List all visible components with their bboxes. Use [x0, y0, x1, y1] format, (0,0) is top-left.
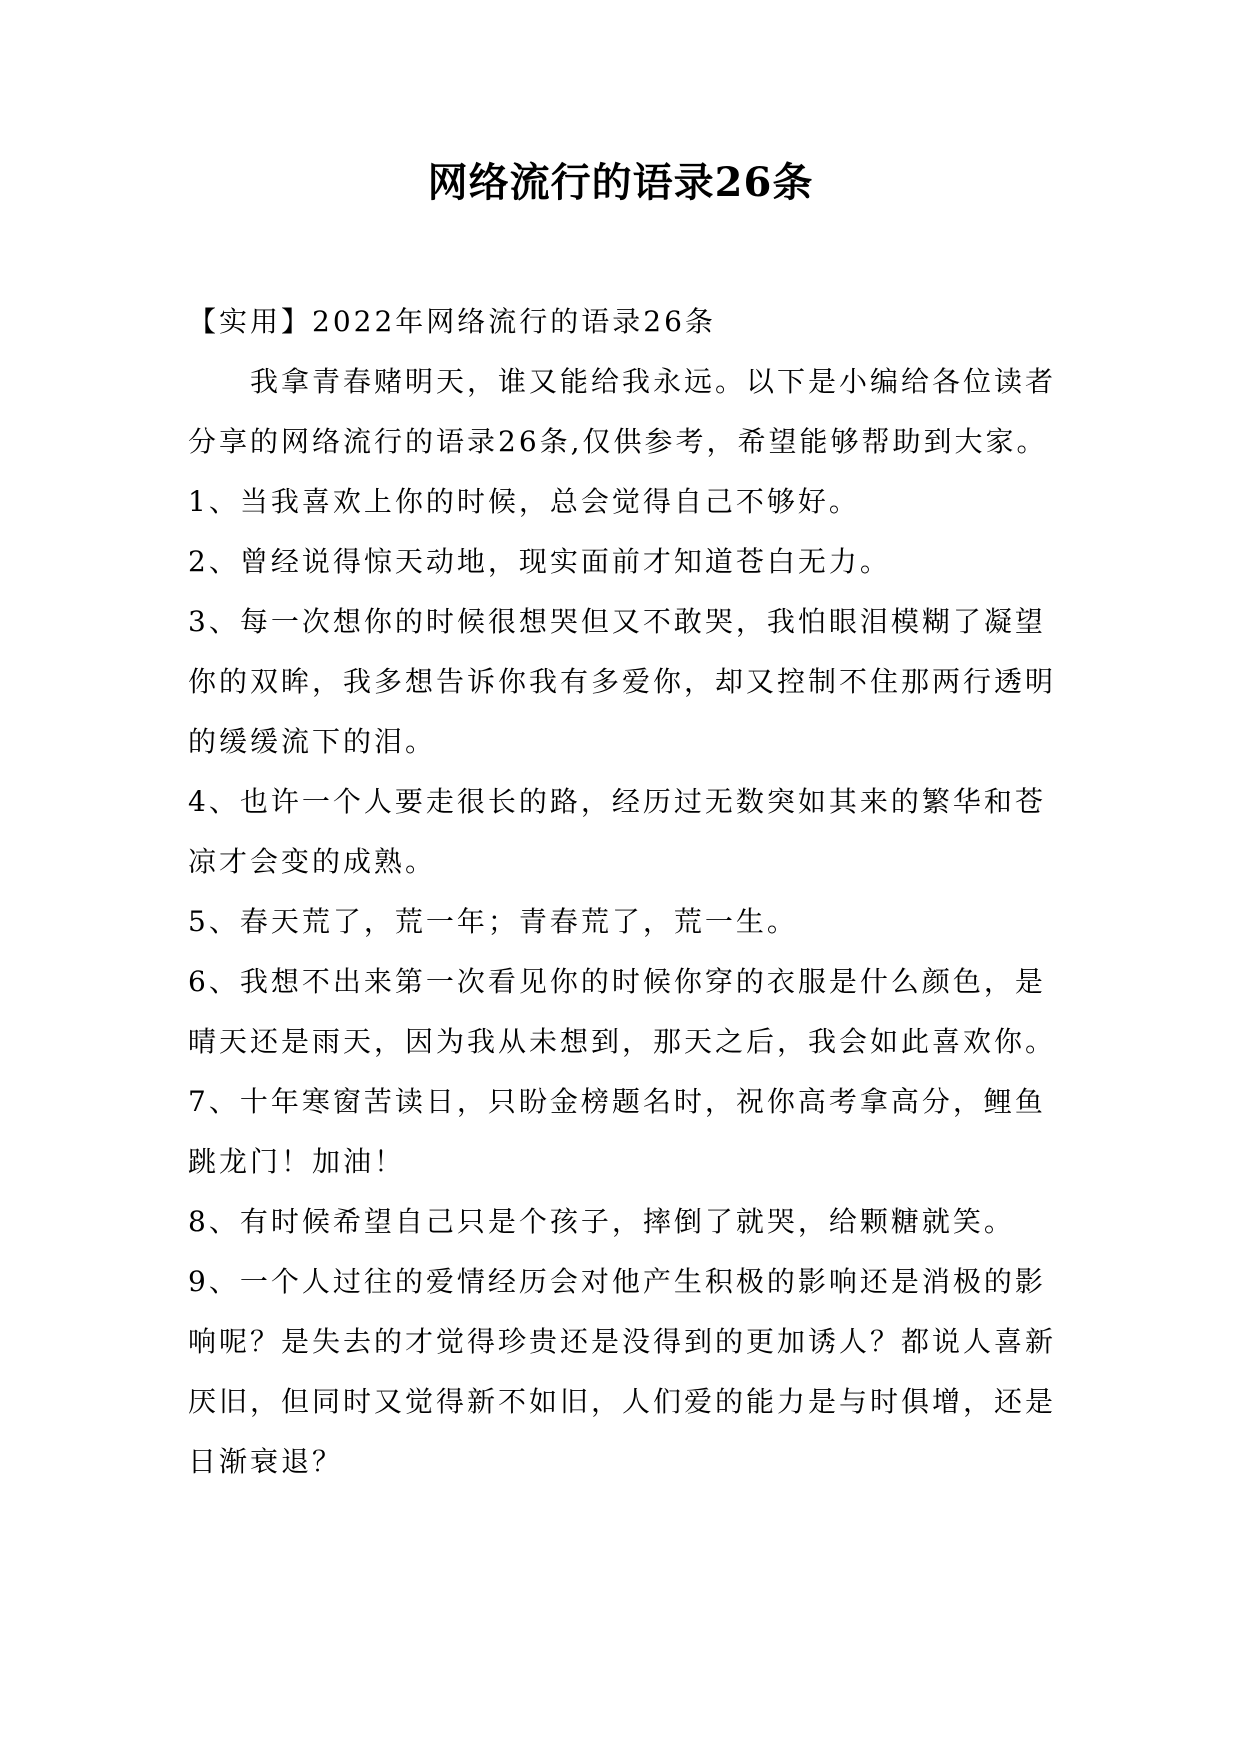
list-item-6: 6、我想不出来第一次看见你的时候你穿的衣服是什么颜色，是晴天还是雨天，因为我从未想到，那天之后，我会如此喜欢你。: [188, 965, 1057, 1058]
intro-paragraph: 我拿青春赌明天，谁又能给我永远。以下是小编给各位读者分享的网络流行的语录26条,仅供参考，希望能够帮助到大家。: [188, 365, 1057, 458]
list-item-8: 8、有时候希望自己只是个孩子，摔倒了就哭，给颗糖就笑。: [188, 1205, 1015, 1238]
list-item-7: 7、十年寒窗苦读日，只盼金榜题名时，祝你高考拿高分，鲤鱼跳龙门！加油！: [188, 1085, 1046, 1178]
list-item-3: 3、每一次想你的时候很想哭但又不敢哭，我怕眼泪模糊了凝望你的双眸，我多想告诉你我有多爱你，却又控制不住那两行透明的缓缓流下的泪。: [188, 605, 1057, 758]
list-item-1: 1、当我喜欢上你的时候，总会觉得自己不够好。: [188, 485, 860, 518]
document-title: 网络流行的语录26条: [427, 159, 814, 206]
list-item-5: 5、春天荒了，荒一年；青春荒了，荒一生。: [188, 905, 798, 938]
list-item-4: 4、也许一个人要走很长的路，经历过无数突如其来的繁华和苍凉才会变的成熟。: [188, 785, 1046, 878]
heading-line: 【实用】2022年网络流行的语录26条: [188, 305, 716, 338]
document-body: [188, 292, 1068, 1492]
list-item-2: 2、曾经说得惊天动地，现实面前才知道苍白无力。: [188, 545, 891, 578]
list-item-9: 9、一个人过往的爱情经历会对他产生积极的影响还是消极的影响呢？是失去的才觉得珍贵还是没得到的更加诱人？都说人喜新厌旧，但同时又觉得新不如旧，人们爱的能力是与时俱增，还是日渐衰退？: [188, 1265, 1057, 1478]
